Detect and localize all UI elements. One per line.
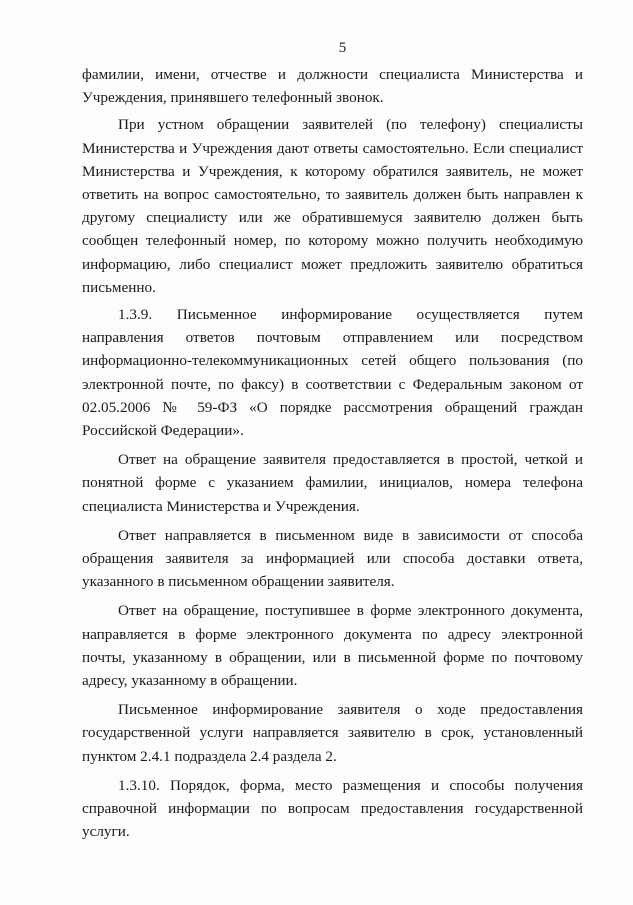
paragraph-2: При устном обращении заявителей (по телефону) специалисты Министерства и Учреждения дают ответы самостоятельно. Если специалист Министерства и Учреждения, к которому обратился заявитель, не может ответить на вопрос самостоятельно, то заявитель должен быть направлен к другому специалисту или же обратившемуся заявителю должен быть сообщен телефонный номер, по которому можно получить необходимую информацию, либо специалист может предложить заявителю обратиться письменно. [82, 116, 583, 296]
paragraph-6: Ответ на обращение, поступившее в форме электронного документа, направляется в форме электронного документа по адресу электронной почты, указанному в обращении, или в письменной форме по почтовому адресу, указанному в обращении. [82, 602, 583, 690]
paragraph-8: 1.3.10. Порядок, форма, место размещения и способы получения справочной информации по вопросам предоставления государственной услуги. [82, 776, 583, 841]
paragraph-4: Ответ на обращение заявителя предоставляется в простой, четкой и понятной форме с указанием фамилии, инициалов, номера телефона специалиста Министерства и Учреждения. [82, 451, 583, 515]
paragraph-7: Письменное информирование заявителя о ходе предоставления государственной услуги направляется заявителю в срок, установленный пунктом 2.4.1 подраздела 2.4 раздела 2. [82, 701, 583, 765]
paragraph-1: фамилии, имени, отчестве и должности специалиста Министерства и Учреждения, принявшего телефонный звонок. [82, 66, 583, 107]
paragraph-3: 1.3.9. Письменное информирование осуществляется путем направления ответов почтовым отправлением или посредством информационно-телекоммуникационных сетей общего пользования (по электронной почте, по факсу) в соответствии с Федеральным законом от 02.05.2006 № 59-ФЗ «О порядке рассмотрения обращений граждан Российской Федерации». [82, 306, 583, 440]
paragraph-5: Ответ направляется в письменном виде в зависимости от способа обращения заявителя за информацией или способа доставки ответа, указанного в письменном обращении заявителя. [82, 526, 583, 591]
page-number: 5 [338, 40, 347, 56]
